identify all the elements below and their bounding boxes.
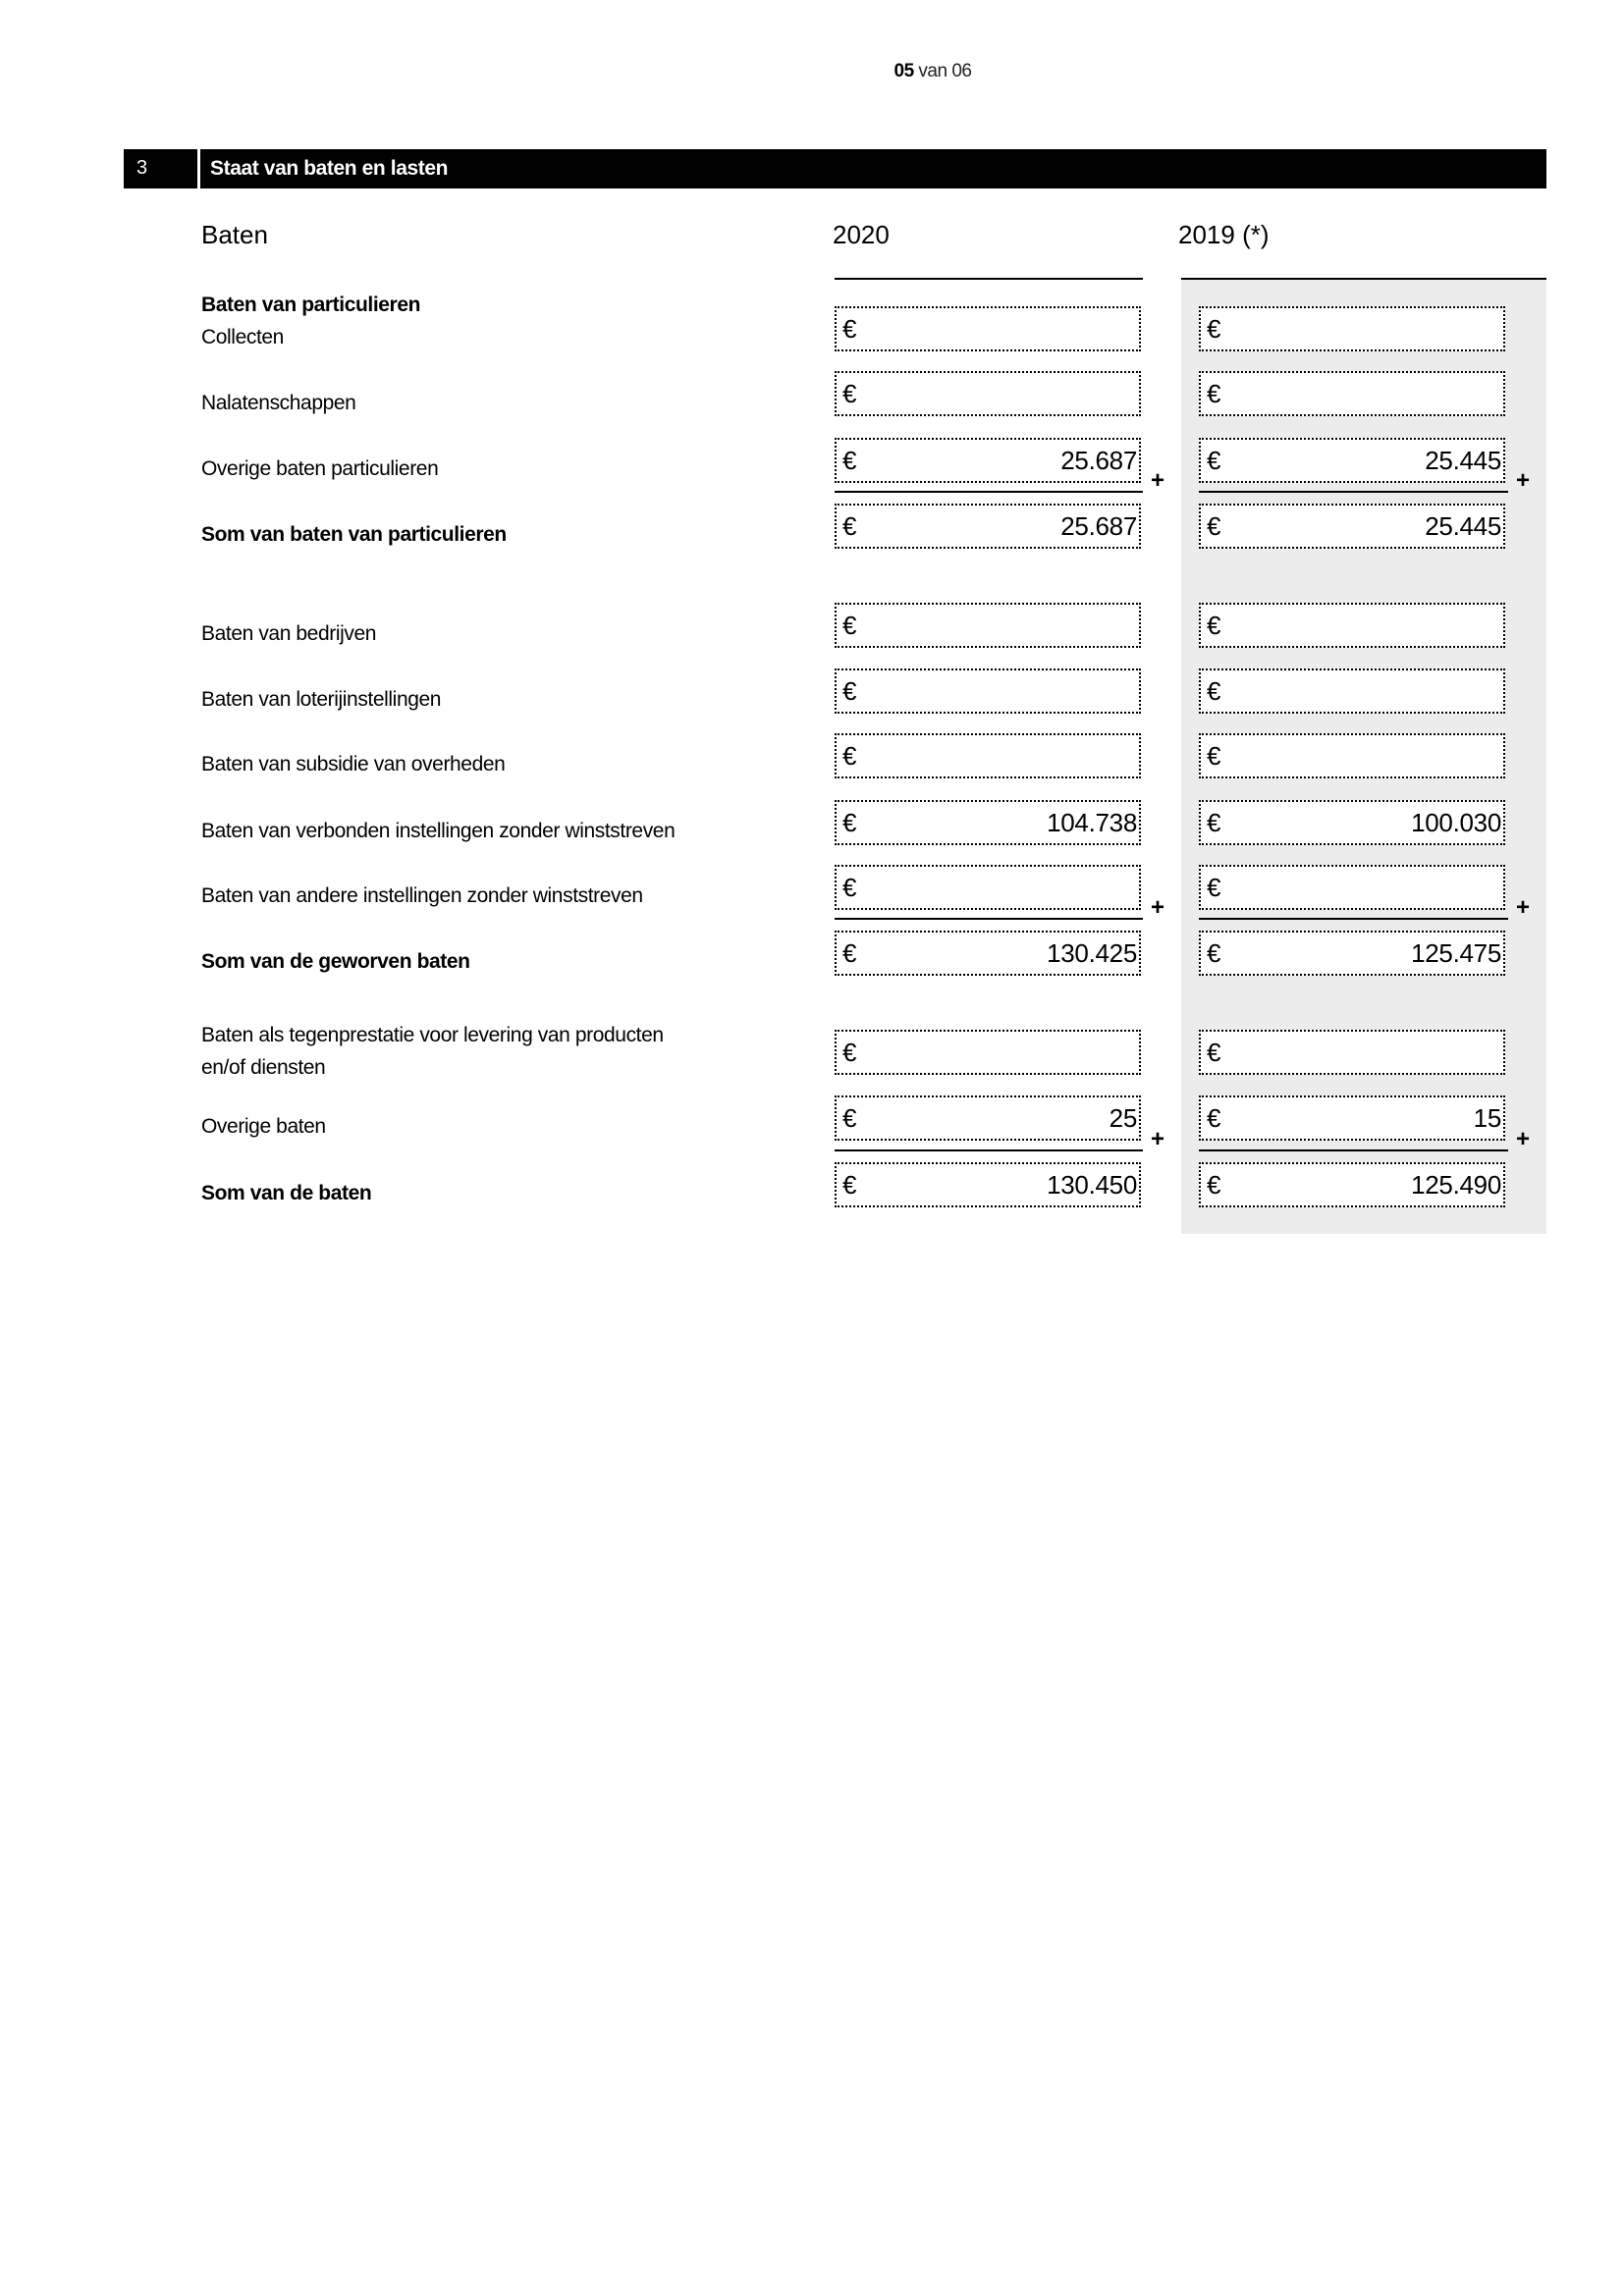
euro-icon: € — [842, 1103, 857, 1133]
input-overige-baten-2020[interactable]: € 25 — [835, 1095, 1141, 1141]
euro-icon: € — [1207, 379, 1221, 408]
page-indicator — [0, 61, 1624, 82]
input-nalatenschappen-2020[interactable] — [835, 371, 1141, 416]
input-subsidie-2019[interactable] — [1199, 733, 1505, 778]
input-subsidie-2020[interactable] — [835, 733, 1141, 778]
euro-icon: € — [842, 938, 857, 968]
page-separator: van — [913, 61, 952, 81]
input-som-particulieren-2020[interactable]: € 25.687 — [835, 504, 1141, 549]
sum-rule-baten-2019 — [1199, 1149, 1508, 1151]
euro-icon: € — [1207, 808, 1221, 837]
input-verbonden-2019[interactable]: € 100.030 — [1199, 800, 1505, 845]
row-label-tegenprestatie-line2: en/of diensten — [201, 1056, 326, 1079]
input-nalatenschappen-2019[interactable] — [1199, 371, 1505, 416]
row-label-overige-baten: Overige baten — [201, 1115, 326, 1138]
euro-icon: € — [842, 676, 857, 706]
euro-icon: € — [1207, 676, 1221, 706]
sum-rule-geworven-2020 — [835, 918, 1143, 920]
row-label-overige-particulieren: Overige baten particulieren — [201, 457, 439, 480]
input-tegenprestatie-2020[interactable] — [835, 1030, 1141, 1075]
plus-icon: + — [1151, 467, 1165, 494]
input-collecten-2020[interactable] — [835, 306, 1141, 351]
input-som-baten-2019[interactable]: € 125.490 — [1199, 1162, 1505, 1207]
input-collecten-2019[interactable] — [1199, 306, 1505, 351]
input-som-geworven-2019[interactable]: € 125.475 — [1199, 931, 1505, 976]
page-total: 06 — [951, 61, 972, 81]
column-header-2019: 2019 (*) — [1178, 220, 1270, 249]
euro-icon: € — [1207, 873, 1221, 902]
input-bedrijven-2020[interactable] — [835, 603, 1141, 648]
input-overige-baten-2019[interactable]: € 15 — [1199, 1095, 1505, 1141]
euro-icon: € — [1207, 1103, 1221, 1133]
sum-rule-particulieren-2019 — [1199, 491, 1508, 493]
euro-icon: € — [842, 741, 857, 771]
euro-icon: € — [1207, 1038, 1221, 1067]
row-label-loterij: Baten van loterijinstellingen — [201, 688, 442, 711]
row-label-nalatenschappen: Nalatenschappen — [201, 392, 356, 414]
sum-rule-baten-2020 — [835, 1149, 1143, 1151]
euro-icon: € — [1207, 511, 1221, 541]
euro-icon: € — [842, 808, 857, 837]
plus-icon: + — [1151, 894, 1165, 921]
row-label-andere: Baten van andere instellingen zonder winststreven — [201, 884, 643, 907]
input-andere-2020[interactable] — [835, 865, 1141, 910]
row-label-som-geworven: Som van de geworven baten — [201, 950, 470, 973]
group-label-particulieren: Baten van particulieren — [201, 294, 421, 316]
sum-rule-geworven-2019 — [1199, 918, 1508, 920]
column-rule-2019 — [1181, 278, 1546, 280]
row-label-subsidie: Baten van subsidie van overheden — [201, 753, 506, 775]
page-current: 05 — [893, 61, 914, 81]
euro-icon: € — [842, 1170, 857, 1200]
row-label-bedrijven: Baten van bedrijven — [201, 622, 377, 645]
euro-icon: € — [1207, 314, 1221, 344]
input-som-baten-2020[interactable]: € 130.450 — [835, 1162, 1141, 1207]
column-rule-2020 — [835, 278, 1143, 280]
section-number: 3 — [124, 149, 197, 188]
row-label-collecten: Collecten — [201, 326, 284, 348]
euro-icon: € — [842, 611, 857, 640]
sum-rule-particulieren-2020 — [835, 491, 1143, 493]
euro-icon: € — [1207, 938, 1221, 968]
plus-icon: + — [1151, 1126, 1165, 1152]
plus-icon: + — [1516, 467, 1531, 494]
column-header-2020: 2020 — [833, 220, 890, 249]
euro-icon: € — [1207, 446, 1221, 475]
input-overige-particulieren-2019[interactable]: € 25.445 — [1199, 438, 1505, 483]
row-label-som-particulieren: Som van baten van particulieren — [201, 523, 507, 546]
euro-icon: € — [842, 511, 857, 541]
input-tegenprestatie-2019[interactable] — [1199, 1030, 1505, 1075]
euro-icon: € — [842, 379, 857, 408]
euro-icon: € — [1207, 611, 1221, 640]
euro-icon: € — [842, 314, 857, 344]
euro-icon: € — [842, 446, 857, 475]
euro-icon: € — [1207, 1170, 1221, 1200]
input-loterij-2019[interactable] — [1199, 668, 1505, 714]
input-bedrijven-2019[interactable] — [1199, 603, 1505, 648]
euro-icon: € — [842, 873, 857, 902]
section-title: Staat van baten en lasten — [200, 149, 1546, 188]
input-som-geworven-2020[interactable]: € 130.425 — [835, 931, 1141, 976]
baten-heading: Baten — [201, 220, 268, 249]
input-som-particulieren-2019[interactable]: € 25.445 — [1199, 504, 1505, 549]
euro-icon: € — [1207, 741, 1221, 771]
row-label-verbonden: Baten van verbonden instellingen zonder winststreven — [201, 820, 676, 842]
plus-icon: + — [1516, 1126, 1531, 1152]
euro-icon: € — [842, 1038, 857, 1067]
input-andere-2019[interactable] — [1199, 865, 1505, 910]
row-label-tegenprestatie: Baten als tegenprestatie voor levering van producten — [201, 1024, 664, 1046]
plus-icon: + — [1516, 894, 1531, 921]
input-loterij-2020[interactable] — [835, 668, 1141, 714]
input-overige-particulieren-2020[interactable]: € 25.687 — [835, 438, 1141, 483]
row-label-som-baten: Som van de baten — [201, 1182, 372, 1204]
input-verbonden-2020[interactable]: € 104.738 — [835, 800, 1141, 845]
